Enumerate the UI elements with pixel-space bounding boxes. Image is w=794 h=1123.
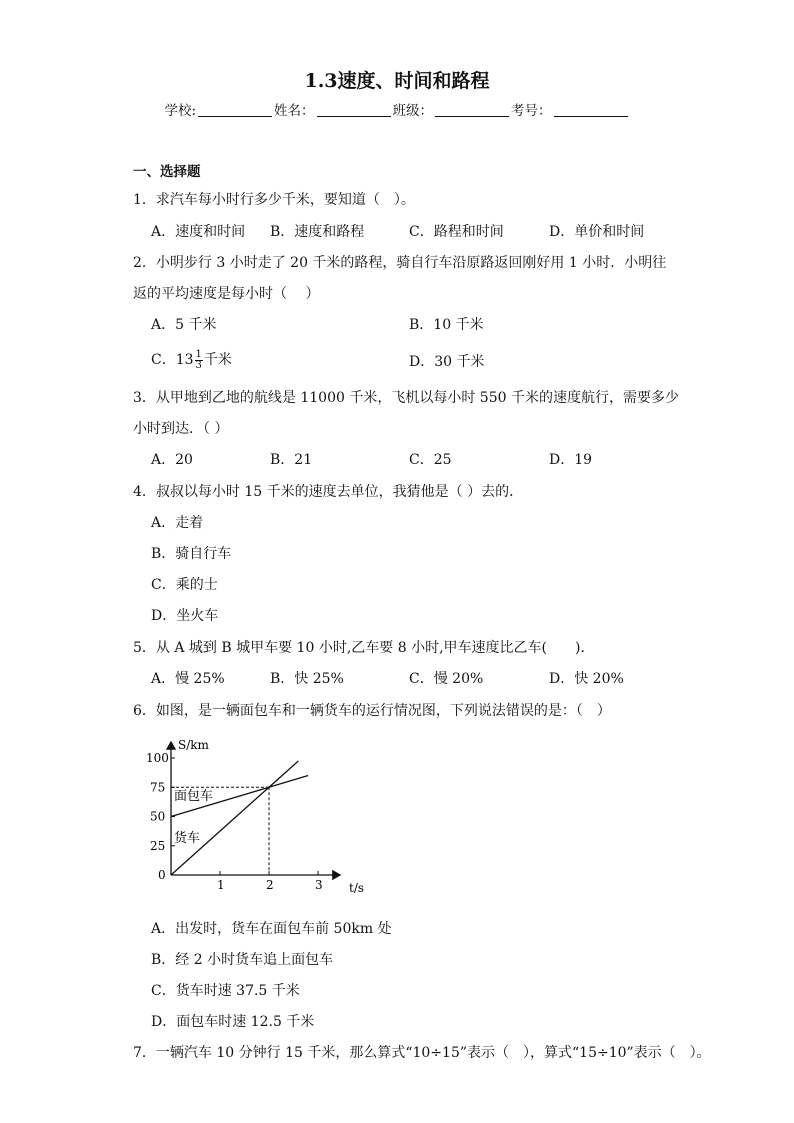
question-3: 3．从甲地到乙地的航线是 11000 千米，飞机以每小时 550 千米的速度航行，需要多少 bbox=[133, 390, 679, 406]
q1-option-d[interactable]: D．单价和时间 bbox=[549, 224, 645, 240]
class-blank[interactable] bbox=[435, 104, 509, 117]
q1-option-b[interactable]: B．速度和路程 bbox=[270, 224, 365, 240]
name-label: 姓名： bbox=[274, 103, 315, 119]
q4-option-b[interactable]: B．骑自行车 bbox=[151, 546, 232, 562]
question-1: 1．求汽车每小时行多少千米，要知道（ ）。 bbox=[133, 192, 415, 208]
y-tick-label: 75 bbox=[150, 780, 166, 795]
y-tick-label: 100 bbox=[146, 751, 169, 765]
y-tick-label: 25 bbox=[150, 838, 166, 853]
series-label-truck: 货车 bbox=[174, 831, 201, 847]
class-label: 班级： bbox=[392, 103, 434, 119]
q3-option-d[interactable]: D．19 bbox=[549, 452, 593, 468]
q6-option-c[interactable]: C．货车时速 37.5 千米 bbox=[151, 983, 300, 999]
q2-option-a[interactable]: A．5 千米 bbox=[151, 317, 217, 333]
fraction-denominator: 3 bbox=[195, 359, 202, 371]
q3-option-a[interactable]: A．20 bbox=[151, 452, 193, 468]
fraction-numerator: 1 bbox=[195, 348, 202, 360]
question-2-line2: 返的平均速度是每小时（ ） bbox=[133, 286, 320, 302]
x-tick-label: 3 bbox=[315, 878, 323, 892]
x-axis-label: t/s bbox=[349, 881, 365, 895]
student-info-line bbox=[0, 104, 794, 119]
question-2: 2．小明步行 3 小时走了 20 千米的路程，骑自行车沿原路返回刚好用 1 小时．小明往 bbox=[133, 255, 667, 271]
q5-option-a[interactable]: A．慢 25% bbox=[151, 671, 225, 687]
q5-option-d[interactable]: D．快 20% bbox=[549, 671, 624, 687]
q3-option-b[interactable]: B．21 bbox=[270, 452, 313, 468]
question-5: 5．从 A 城到 B 城甲车要 10 小时,乙车要 8 小时,甲车速度比乙车( )． bbox=[133, 640, 595, 656]
q2-option-c[interactable] bbox=[151, 348, 232, 372]
y-tick-label: 50 bbox=[150, 809, 166, 824]
q1-option-c[interactable]: C．路程和时间 bbox=[409, 224, 504, 240]
x-tick-label: 1 bbox=[217, 878, 225, 892]
q6-option-d[interactable]: D．面包车时速 12.5 千米 bbox=[151, 1014, 315, 1030]
question-4: 4．叔叔以每小时 15 千米的速度去单位，我猜他是（ ）去的． bbox=[133, 484, 524, 500]
y-tick-label: 0 bbox=[158, 868, 166, 882]
q5-option-b[interactable]: B．快 25% bbox=[270, 671, 344, 687]
q4-option-d[interactable]: D．坐火车 bbox=[151, 608, 219, 624]
q5-option-c[interactable]: C．慢 20% bbox=[409, 671, 484, 687]
q2-option-c-whole: C．13 bbox=[151, 352, 194, 368]
series-line-truck bbox=[171, 761, 298, 875]
id-label: 考号： bbox=[511, 103, 552, 119]
y-axis-label: S/km bbox=[178, 738, 209, 752]
q3-option-c[interactable]: C．25 bbox=[409, 452, 452, 468]
q1-option-a[interactable]: A．速度和时间 bbox=[151, 224, 246, 240]
q6-option-b[interactable]: B．经 2 小时货车追上面包车 bbox=[151, 952, 334, 968]
x-tick-label: 2 bbox=[266, 878, 274, 892]
school-blank[interactable] bbox=[198, 104, 272, 117]
distance-time-chart bbox=[140, 730, 380, 898]
q4-option-a[interactable]: A．走着 bbox=[151, 515, 204, 531]
section-title: 一、选择题 bbox=[133, 164, 201, 180]
series-label-minibus: 面包车 bbox=[174, 789, 214, 805]
q2-option-c-unit: 千米 bbox=[203, 352, 232, 368]
q2-option-b[interactable]: B．10 千米 bbox=[409, 317, 484, 333]
fraction bbox=[195, 350, 203, 371]
school-label: 学校: bbox=[164, 103, 197, 119]
name-blank[interactable] bbox=[317, 104, 391, 117]
question-3-line2: 小时到达．（ ） bbox=[133, 421, 229, 437]
page-title: 1.3速度、时间和路程 bbox=[304, 70, 490, 92]
question-6: 6．如图，是一辆面包车和一辆货车的运行情况图，下列说法错误的是：（ ） bbox=[133, 703, 611, 719]
q2-option-d[interactable]: D．30 千米 bbox=[409, 354, 485, 370]
id-blank[interactable] bbox=[554, 104, 628, 117]
q6-option-a[interactable]: A．出发时，货车在面包车前 50km 处 bbox=[151, 921, 392, 937]
q4-option-c[interactable]: C．乘的士 bbox=[151, 577, 218, 593]
question-7: 7．一辆汽车 10 分钟行 15 千米，那么算式“10÷15”表示（ ），算式“15÷10”表示（ ）。 bbox=[133, 1045, 711, 1061]
